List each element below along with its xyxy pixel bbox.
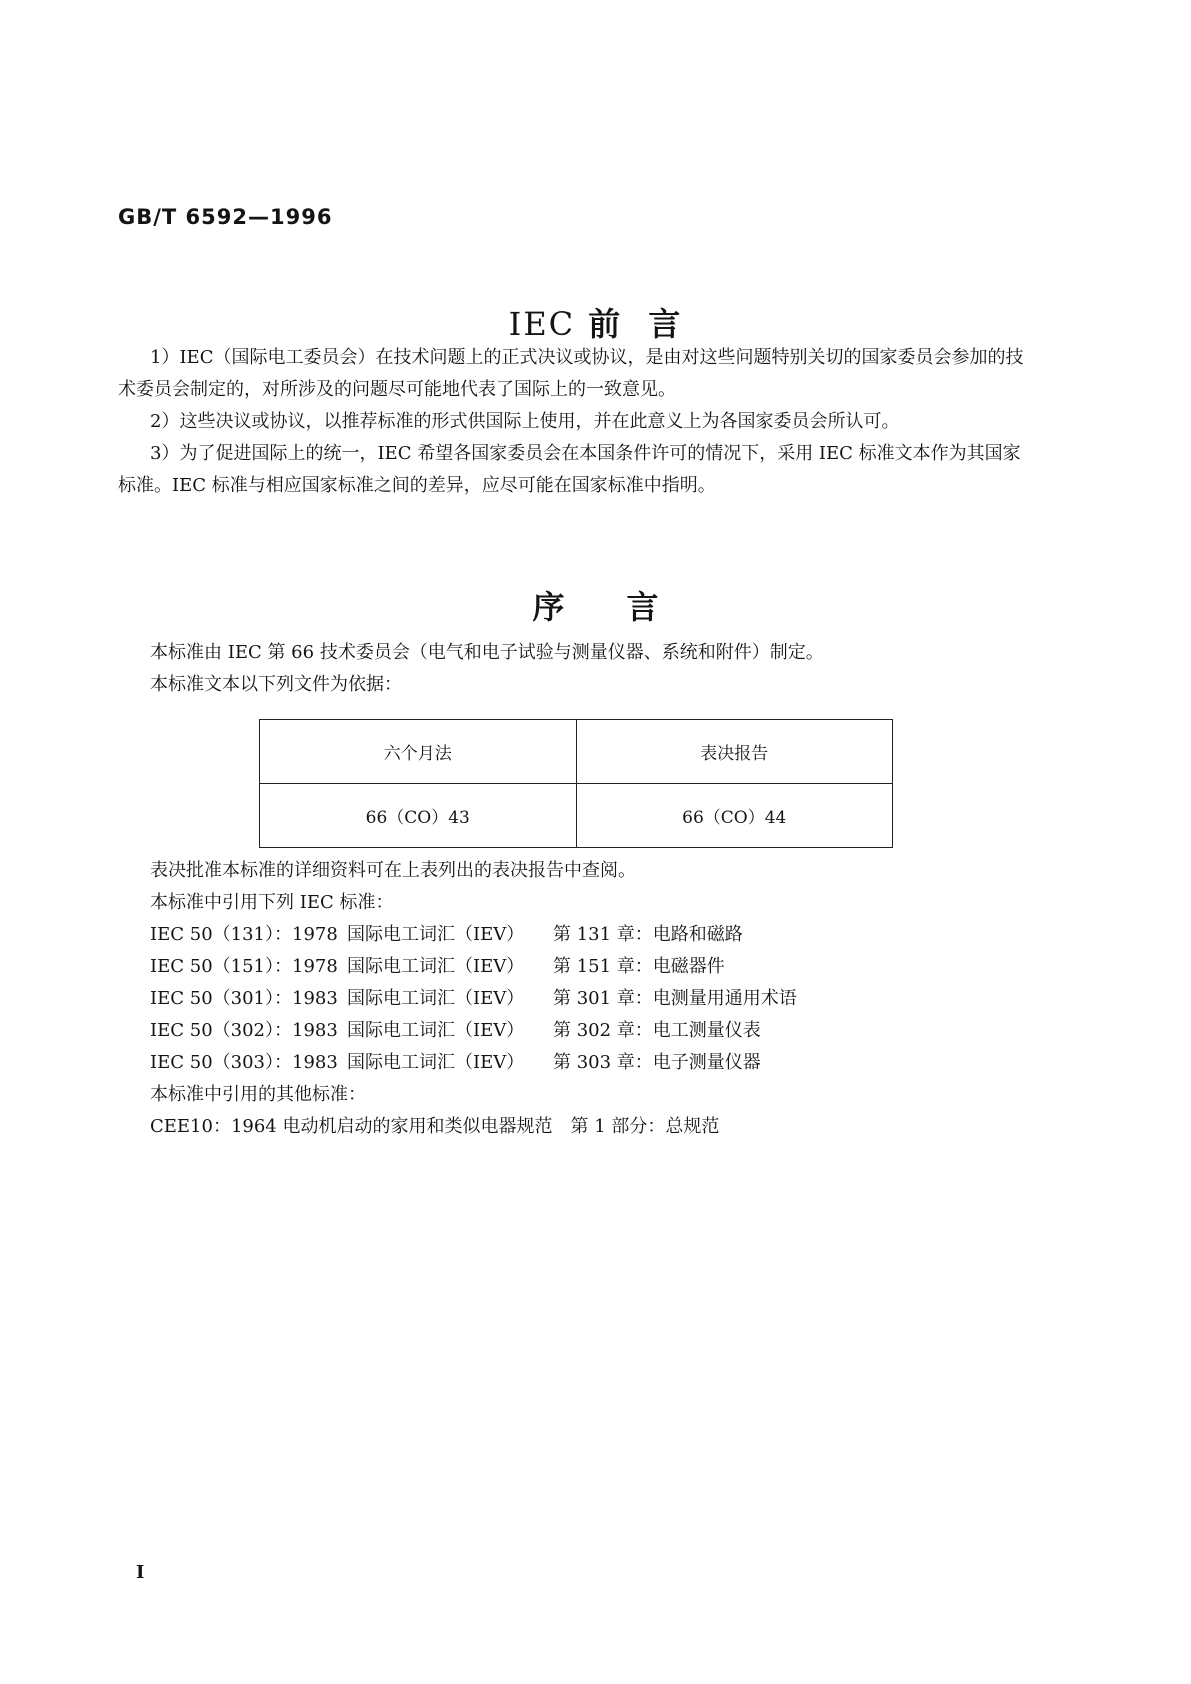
- iec-ref-vocab: 国际电工词汇（IEV）: [347, 956, 525, 977]
- page-number: I: [136, 1562, 145, 1583]
- iec-ref-vocab: 国际电工词汇（IEV）: [347, 924, 525, 945]
- preface-title: [0, 582, 1191, 628]
- table-header-cell: 六个月法: [260, 720, 577, 784]
- preface-after-table: 表决批准本标准的详细资料可在上表列出的表决报告中查阅。: [150, 860, 636, 881]
- table-cell: 66（CO）44: [576, 784, 893, 848]
- iec-foreword-item-1: 1）IEC（国际电工委员会）在技术问题上的正式决议或协议，是由对这些问题特别关切的国家委员会参加的技术委员会制定的，对所涉及的问题尽可能地代表了国际上的一致意见。: [118, 347, 1024, 400]
- iec-foreword-item-3: 3）为了促进国际上的统一，IEC 希望各国家委员会在本国条件许可的情况下，采用 IEC 标准文本作为其国家标准。IEC 标准与相应国家标准之间的差异，应尽可能在国家标准中指明。: [118, 443, 1021, 496]
- iec-ref-code: IEC 50（302）：1983: [150, 1020, 338, 1041]
- iec-foreword-title: [0, 299, 1191, 345]
- iec-ref-code: IEC 50（303）：1983: [150, 1052, 338, 1073]
- iec-foreword-item-2: 2）这些决议或协议，以推荐标准的形式供国际上使用，并在此意义上为各国家委员会所认可。: [150, 411, 900, 432]
- iec-foreword-title-char-1: 前: [588, 305, 623, 343]
- iec-ref-code: IEC 50（151）：1978: [150, 956, 338, 977]
- preface-intro-1: 本标准由 IEC 第 66 技术委员会（电气和电子试验与测量仪器、系统和附件）制定。: [150, 642, 824, 663]
- iec-ref-line: [150, 919, 743, 951]
- preface-title-char-1: 序: [532, 588, 565, 626]
- preface-title-char-2: 言: [626, 588, 659, 626]
- basis-documents-table: [259, 719, 893, 848]
- iec-ref-chapter: 第 151 章：电磁器件: [553, 956, 725, 977]
- table-header-cell: 表决报告: [576, 720, 893, 784]
- table-row: [260, 784, 893, 848]
- iec-refs-intro: 本标准中引用下列 IEC 标准：: [150, 892, 394, 913]
- preface-intro-2: 本标准文本以下列文件为依据：: [150, 674, 402, 695]
- standard-number: GB/T 6592—1996: [118, 205, 333, 229]
- other-ref-line: CEE10：1964 电动机启动的家用和类似电器规范 第 1 部分：总规范: [150, 1116, 720, 1137]
- iec-ref-vocab: 国际电工词汇（IEV）: [347, 988, 525, 1009]
- iec-ref-vocab: 国际电工词汇（IEV）: [347, 1020, 525, 1041]
- iec-ref-chapter: 第 302 章：电工测量仪表: [553, 1020, 761, 1041]
- iec-ref-chapter: 第 301 章：电测量用通用术语: [553, 988, 797, 1009]
- iec-ref-line: [150, 1047, 761, 1079]
- iec-ref-line: [150, 983, 797, 1015]
- table-header-row: [260, 720, 893, 784]
- iec-foreword-title-char-2: 言: [648, 305, 683, 343]
- iec-ref-vocab: 国际电工词汇（IEV）: [347, 1052, 525, 1073]
- table-cell: 66（CO）43: [260, 784, 577, 848]
- other-refs-intro: 本标准中引用的其他标准：: [150, 1084, 366, 1105]
- iec-ref-line: [150, 1015, 761, 1047]
- iec-foreword-title-prefix: IEC: [508, 305, 576, 343]
- iec-ref-code: IEC 50（301）：1983: [150, 988, 338, 1009]
- iec-ref-code: IEC 50（131）：1978: [150, 924, 338, 945]
- iec-ref-chapter: 第 303 章：电子测量仪器: [553, 1052, 761, 1073]
- iec-ref-line: [150, 951, 725, 983]
- iec-ref-chapter: 第 131 章：电路和磁路: [553, 924, 743, 945]
